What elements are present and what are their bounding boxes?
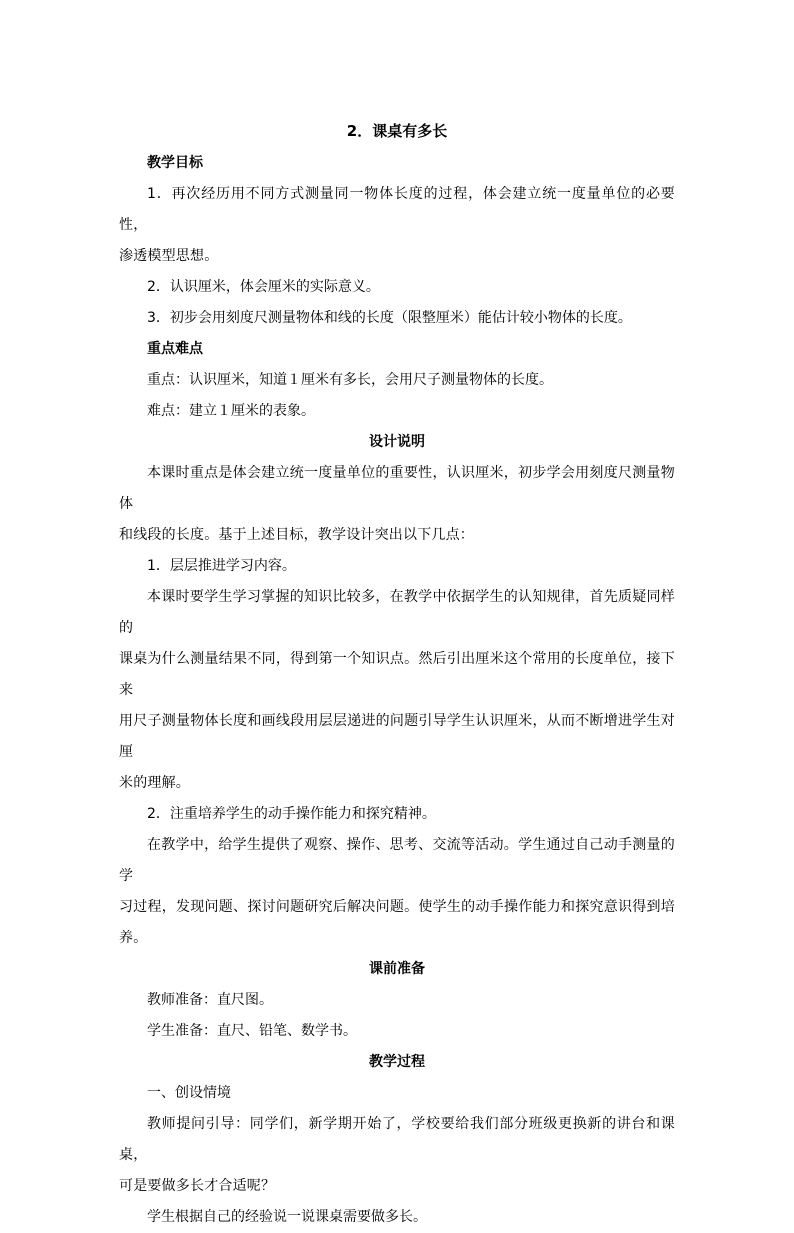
teacher-question-line-2: 可是要做多长才合适呢？: [119, 1178, 276, 1194]
design-intro: [119, 458, 675, 551]
design-point-2-body: [119, 830, 675, 954]
key-points-heading: 重点难点: [147, 341, 203, 357]
design-point-1-line-1: 本课时要学生学习掌握的知识比较多，在教学中依据学生的认知规律，首先质疑同样的: [119, 589, 675, 636]
design-point-2-line-1: 在教学中，给学生提供了观察、操作、思考、交流等活动。学生通过自己动手测量的学: [119, 837, 675, 884]
design-heading: 设计说明: [369, 434, 425, 450]
design-intro-line-2: 和线段的长度。基于上述目标，教学设计突出以下几点：: [119, 527, 474, 543]
preparation-heading: 课前准备: [369, 961, 425, 977]
student-response: 学生根据自己的经验说一说课桌需要做多长。: [147, 1209, 427, 1225]
design-intro-line-1: 本课时重点是体会建立统一度量单位的重要性，认识厘米，初步学会用刻度尺测量物体: [119, 465, 675, 512]
process-heading: 教学过程: [369, 1054, 425, 1070]
objective-item-1-line-1: 1．再次经历用不同方式测量同一物体长度的过程，体会建立统一度量单位的必要性，: [119, 186, 675, 233]
design-point-1-line-3: 用尺子测量物体长度和画线段用层层递进的问题引导学生认识厘米，从而不断增进学生对厘: [119, 713, 675, 760]
teacher-preparation: 教师准备：直尺图。: [147, 992, 273, 1008]
design-point-1-title: 1．层层推进学习内容。: [147, 558, 296, 574]
difficulty-text: 难点：建立１厘米的表象。: [147, 403, 315, 419]
design-point-2-title: 2．注重培养学生的动手操作能力和探究精神。: [147, 806, 436, 822]
process-section-1: 一、创设情境: [147, 1085, 231, 1101]
student-preparation: 学生准备：直尺、铅笔、数学书。: [147, 1023, 357, 1039]
teacher-question-line-1: 教师提问引导：同学们，新学期开始了，学校要给我们部分班级更换新的讲台和课桌，: [119, 1116, 675, 1163]
objective-item-3: 3．初步会用刻度尺测量物体和线的长度（限整厘米）能估计较小物体的长度。: [147, 310, 632, 326]
objectives-heading: 教学目标: [147, 155, 203, 171]
key-point-text: 重点：认识厘米，知道１厘米有多长，会用尺子测量物体的长度。: [147, 372, 553, 388]
document-title: 2．课桌有多长: [346, 122, 448, 140]
objective-item-1: [119, 179, 675, 272]
design-point-1-line-2: 课桌为什么测量结果不同，得到第一个知识点。然后引出厘米这个常用的长度单位，接下来: [119, 651, 675, 698]
design-point-2-line-2: 习过程，发现问题、探讨问题研究后解决问题。使学生的动手操作能力和探究意识得到培养。: [119, 899, 675, 946]
objective-item-2: 2．认识厘米，体会厘米的实际意义。: [147, 279, 380, 295]
design-point-1-line-4: 米的理解。: [119, 775, 190, 791]
document-page: [119, 116, 675, 1233]
design-point-1-body: [119, 582, 675, 799]
objective-item-1-line-2: 渗透模型思想。: [119, 248, 219, 264]
